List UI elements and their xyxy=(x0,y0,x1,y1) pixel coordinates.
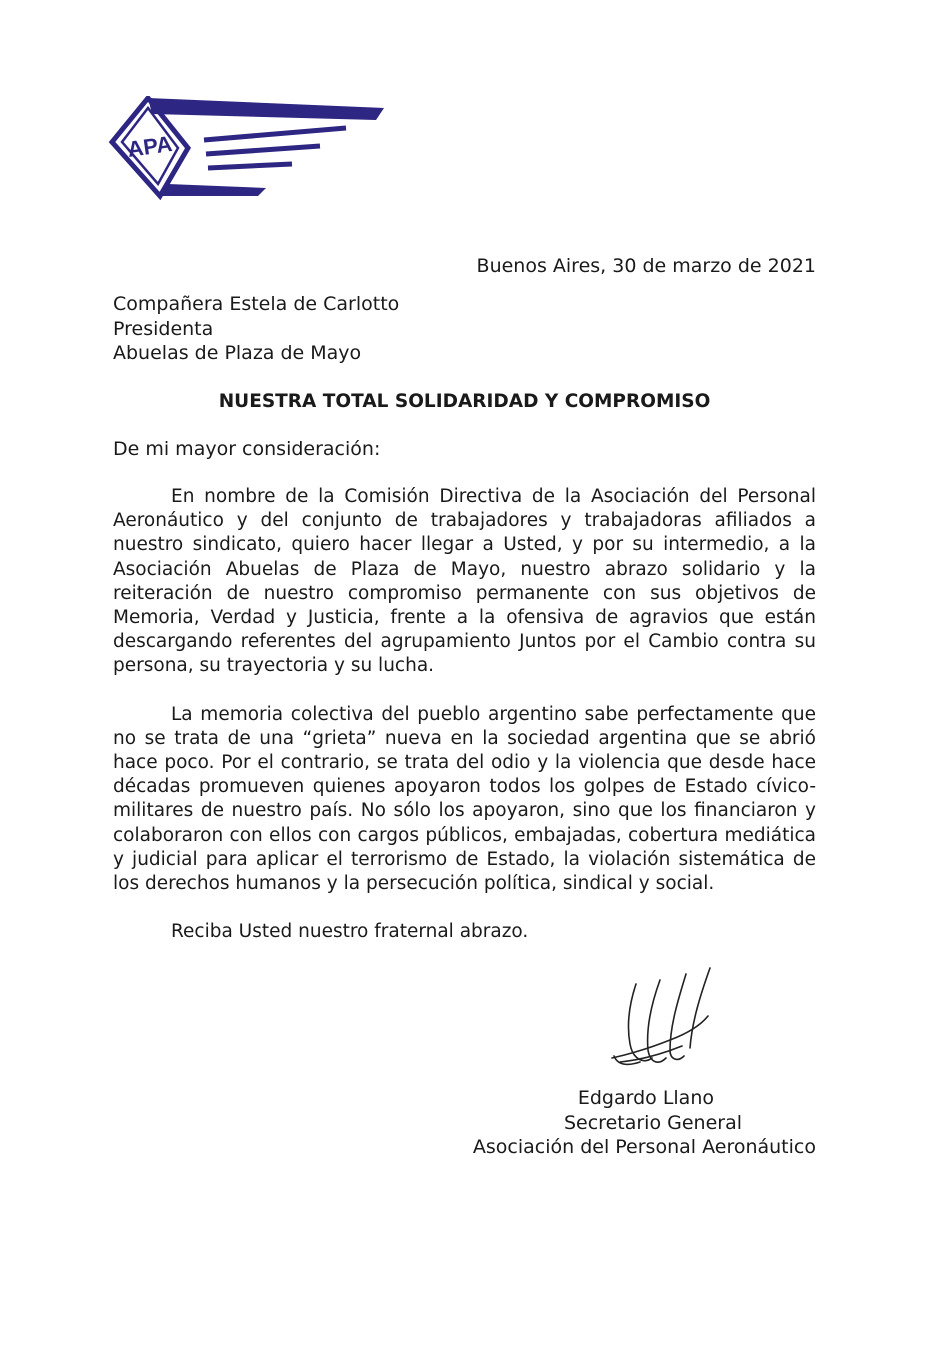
recipient-organization: Abuelas de Plaza de Mayo xyxy=(113,342,362,364)
logo-letters: APA xyxy=(125,131,174,163)
letter-date: Buenos Aires, 30 de marzo de 2021 xyxy=(476,255,816,277)
letter-salutation: De mi mayor consideración: xyxy=(113,438,381,460)
signer-organization: Asociación del Personal Aeronáutico xyxy=(472,1136,816,1158)
recipient-block xyxy=(113,292,399,366)
signer-name: Edgardo Llano xyxy=(577,1087,714,1109)
body-paragraph-1: En nombre de la Comisión Directiva de la Asociación del Personal Aeronáutico y del conjunto de trabajadores y trabajadoras afiliados a nuestro sindicato, quiero hacer llegar a Usted, y por su intermedio, a la Asociación Abuelas de Plaza de Mayo, nuestro abrazo solidario y la reiteración de nuestro compromiso permanente con sus objetivos de Memoria, Verdad y Justicia, frente a la ofensiva de agravios que están descargando referentes del agrupamiento Juntos por el Cambio contra su persona, su trayectoria y su lucha. xyxy=(113,486,816,677)
closing-line: Reciba Usted nuestro fraternal abrazo. xyxy=(171,921,529,943)
recipient-title: Presidenta xyxy=(113,317,214,340)
recipient-name: Compañera Estela de Carlotto xyxy=(113,293,400,315)
letter-subject: NUESTRA TOTAL SOLIDARIDAD Y COMPROMISO xyxy=(218,391,711,412)
signer-role: Secretario General xyxy=(563,1111,742,1134)
handwritten-signature xyxy=(600,962,740,1078)
apa-wing-emblem xyxy=(108,96,388,200)
apa-logo xyxy=(108,96,388,200)
body-paragraph-2: La memoria colectiva del pueblo argentino sabe perfectamente que no se trata de una “grieta” nueva en la sociedad argentina que se abrió hace poco. Por el contrario, se trata del odio y la violencia que desde hace décadas promueven quienes apoyaron todos los golpes de Estado cívico-militares de nuestro país. No sólo los apoyaron, sino que los financiaron y colaboraron con ellos con cargos públicos, embajadas, cobertura mediática y judicial para aplicar el terrorismo de Estado, la violación sistemática de los derechos humanos y la persecución política, sindical y social. xyxy=(113,703,816,895)
letter-body xyxy=(113,485,816,968)
signer-block xyxy=(440,1086,816,1160)
